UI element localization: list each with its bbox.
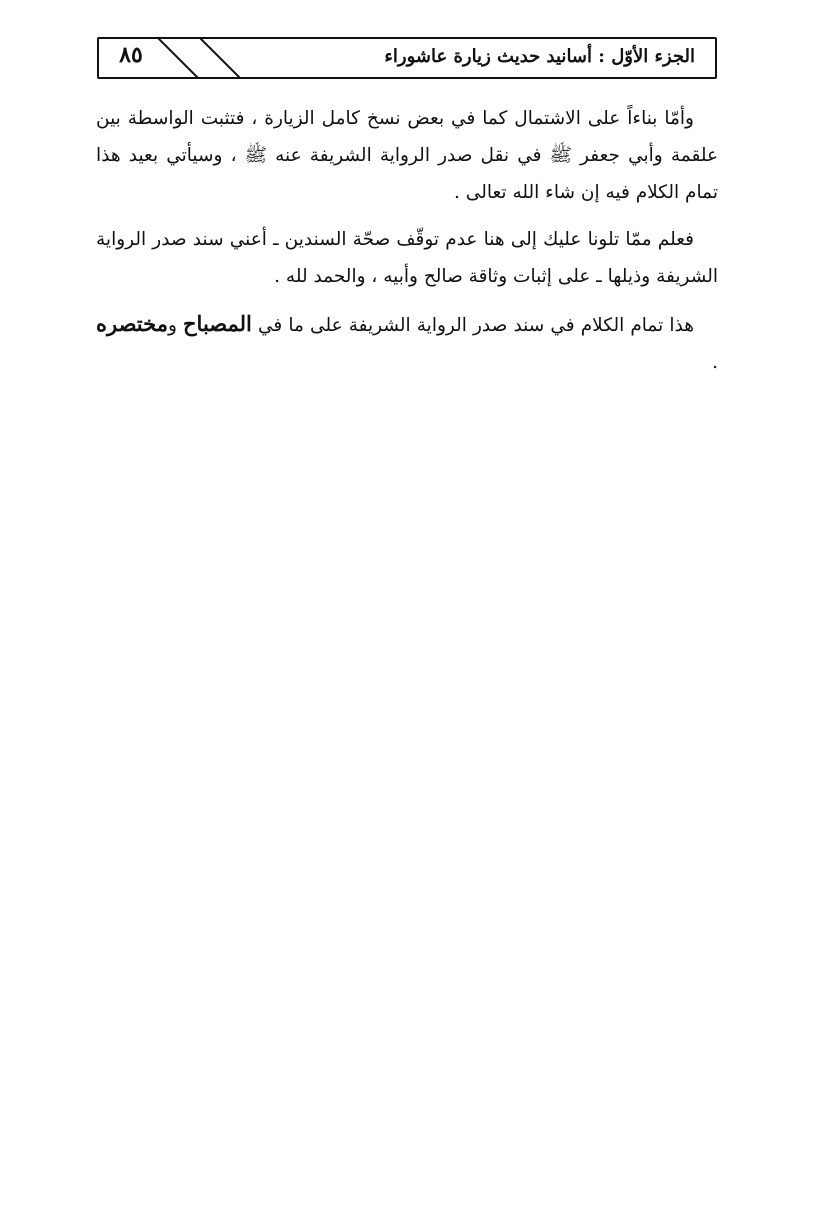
paragraph-3 — [96, 305, 718, 381]
page-header — [97, 37, 717, 79]
header-divider-ornament — [157, 37, 267, 79]
paragraph-2: فعلم ممّا تلونا عليك إلى هنا عدم توقّف صحّة السندين ـ أعني سند صدر الرواية الشريفة وذيلها ـ على إثبات وثاقة صالح وأبيه ، والحمد لله . — [96, 229, 718, 287]
sentence-end: . — [712, 352, 718, 373]
book-title-mukhtasar: مختصره — [96, 311, 168, 336]
conjunction-and: و — [167, 315, 183, 336]
paragraph-3-text: هذا تمام الكلام في سند صدر الرواية الشريفة على ما في — [251, 315, 694, 336]
page-number: ٨٥ — [119, 42, 143, 68]
page-body — [96, 100, 718, 391]
running-header-title: الجزء الأوّل : أسانيد حديث زيارة عاشوراء — [384, 46, 695, 67]
book-title-misbah: المصباح — [183, 311, 252, 336]
paragraph-1: وأمّا بناءاً على الاشتمال كما في بعض نسخ كامل الزيارة ، فتثبت الواسطة بين علقمة وأبي جعفر ﷺ في نقل صدر الرواية الشريفة عنه ﷺ ، وسيأتي بعيد هذا تمام الكلام فيه إن شاء الله تعالى . — [96, 108, 718, 203]
